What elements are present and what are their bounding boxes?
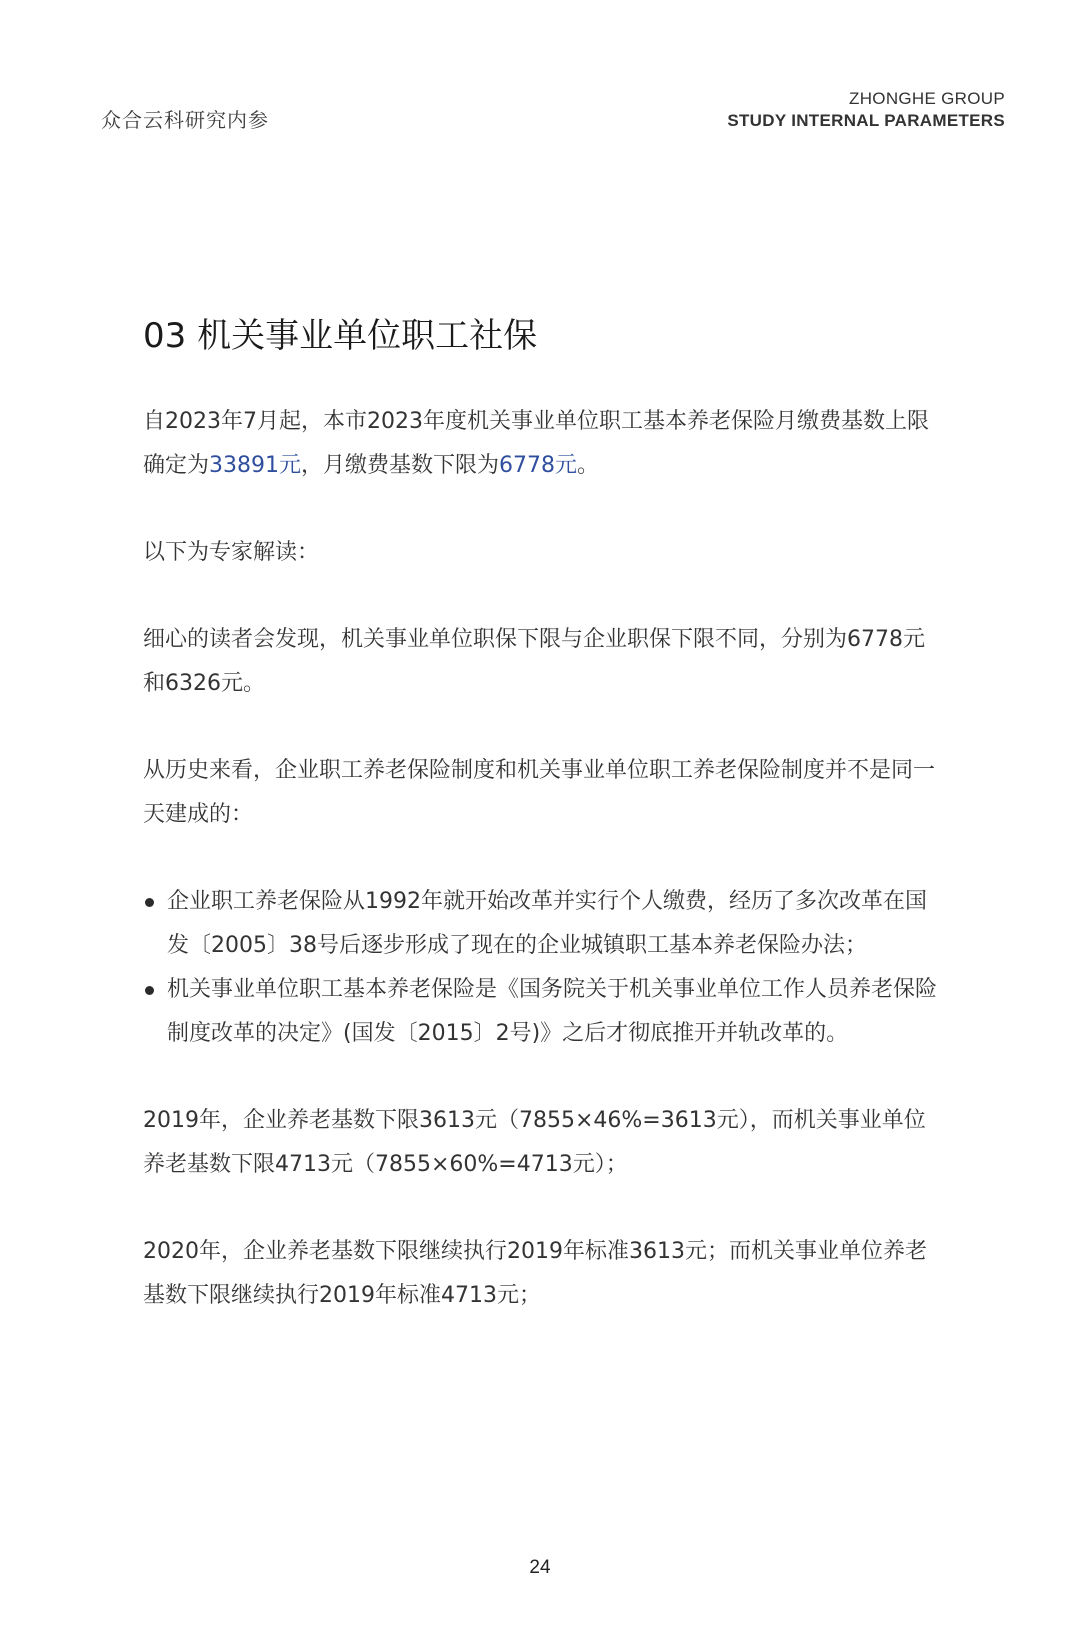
paragraph-base-limits bbox=[143, 400, 943, 488]
history-bullet-list bbox=[143, 880, 943, 1056]
paragraph-limit-difference: 细心的读者会发现，机关事业单位职保下限与企业职保下限不同，分别为6778元和6326元。 bbox=[143, 627, 925, 696]
paragraph-base-limits-text1: 自2023年7月起，本市2023年度机关事业单位职工基本养老保险月缴费基数上限确定为 bbox=[143, 409, 929, 478]
header-group-line1: ZHONGHE GROUP bbox=[849, 89, 1005, 108]
upper-limit-value: 33891元 bbox=[209, 453, 302, 478]
paragraph-history: 从历史来看，企业职工养老保险制度和机关事业单位职工养老保险制度并不是同一天建成的： bbox=[143, 758, 936, 827]
article-body bbox=[143, 400, 943, 1361]
paragraph-2019: 2019年，企业养老基数下限3613元（7855×46%=3613元），而机关事业单位养老基数下限4713元（7855×60%=4713元）； bbox=[143, 1108, 926, 1177]
list-item: 企业职工养老保险从1992年就开始改革并实行个人缴费，经历了多次改革在国发〔2005〕38号后逐步形成了现在的企业城镇职工基本养老保险办法； bbox=[143, 880, 943, 968]
paragraph-2020: 2020年，企业养老基数下限继续执行2019年标准3613元；而机关事业单位养老基数下限继续执行2019年标准4713元； bbox=[143, 1239, 927, 1308]
header-publication-name: 众合云科研究内参 bbox=[101, 108, 269, 132]
page-number: 24 bbox=[529, 1557, 551, 1578]
lower-limit-value: 6778元 bbox=[499, 453, 578, 478]
header-group-name bbox=[727, 88, 1005, 132]
paragraph-base-limits-text2: ，月缴费基数下限为 bbox=[301, 453, 500, 478]
paragraph-expert-intro: 以下为专家解读： bbox=[143, 540, 320, 565]
paragraph-base-limits-text3: 。 bbox=[577, 453, 600, 478]
header-group-line2: STUDY INTERNAL PARAMETERS bbox=[727, 111, 1005, 130]
section-title: 03 机关事业单位职工社保 bbox=[143, 316, 538, 356]
list-item: 机关事业单位职工基本养老保险是《国务院关于机关事业单位工作人员养老保险制度改革的决定》(国发〔2015〕2号)》之后才彻底推开并轨改革的。 bbox=[143, 968, 943, 1056]
